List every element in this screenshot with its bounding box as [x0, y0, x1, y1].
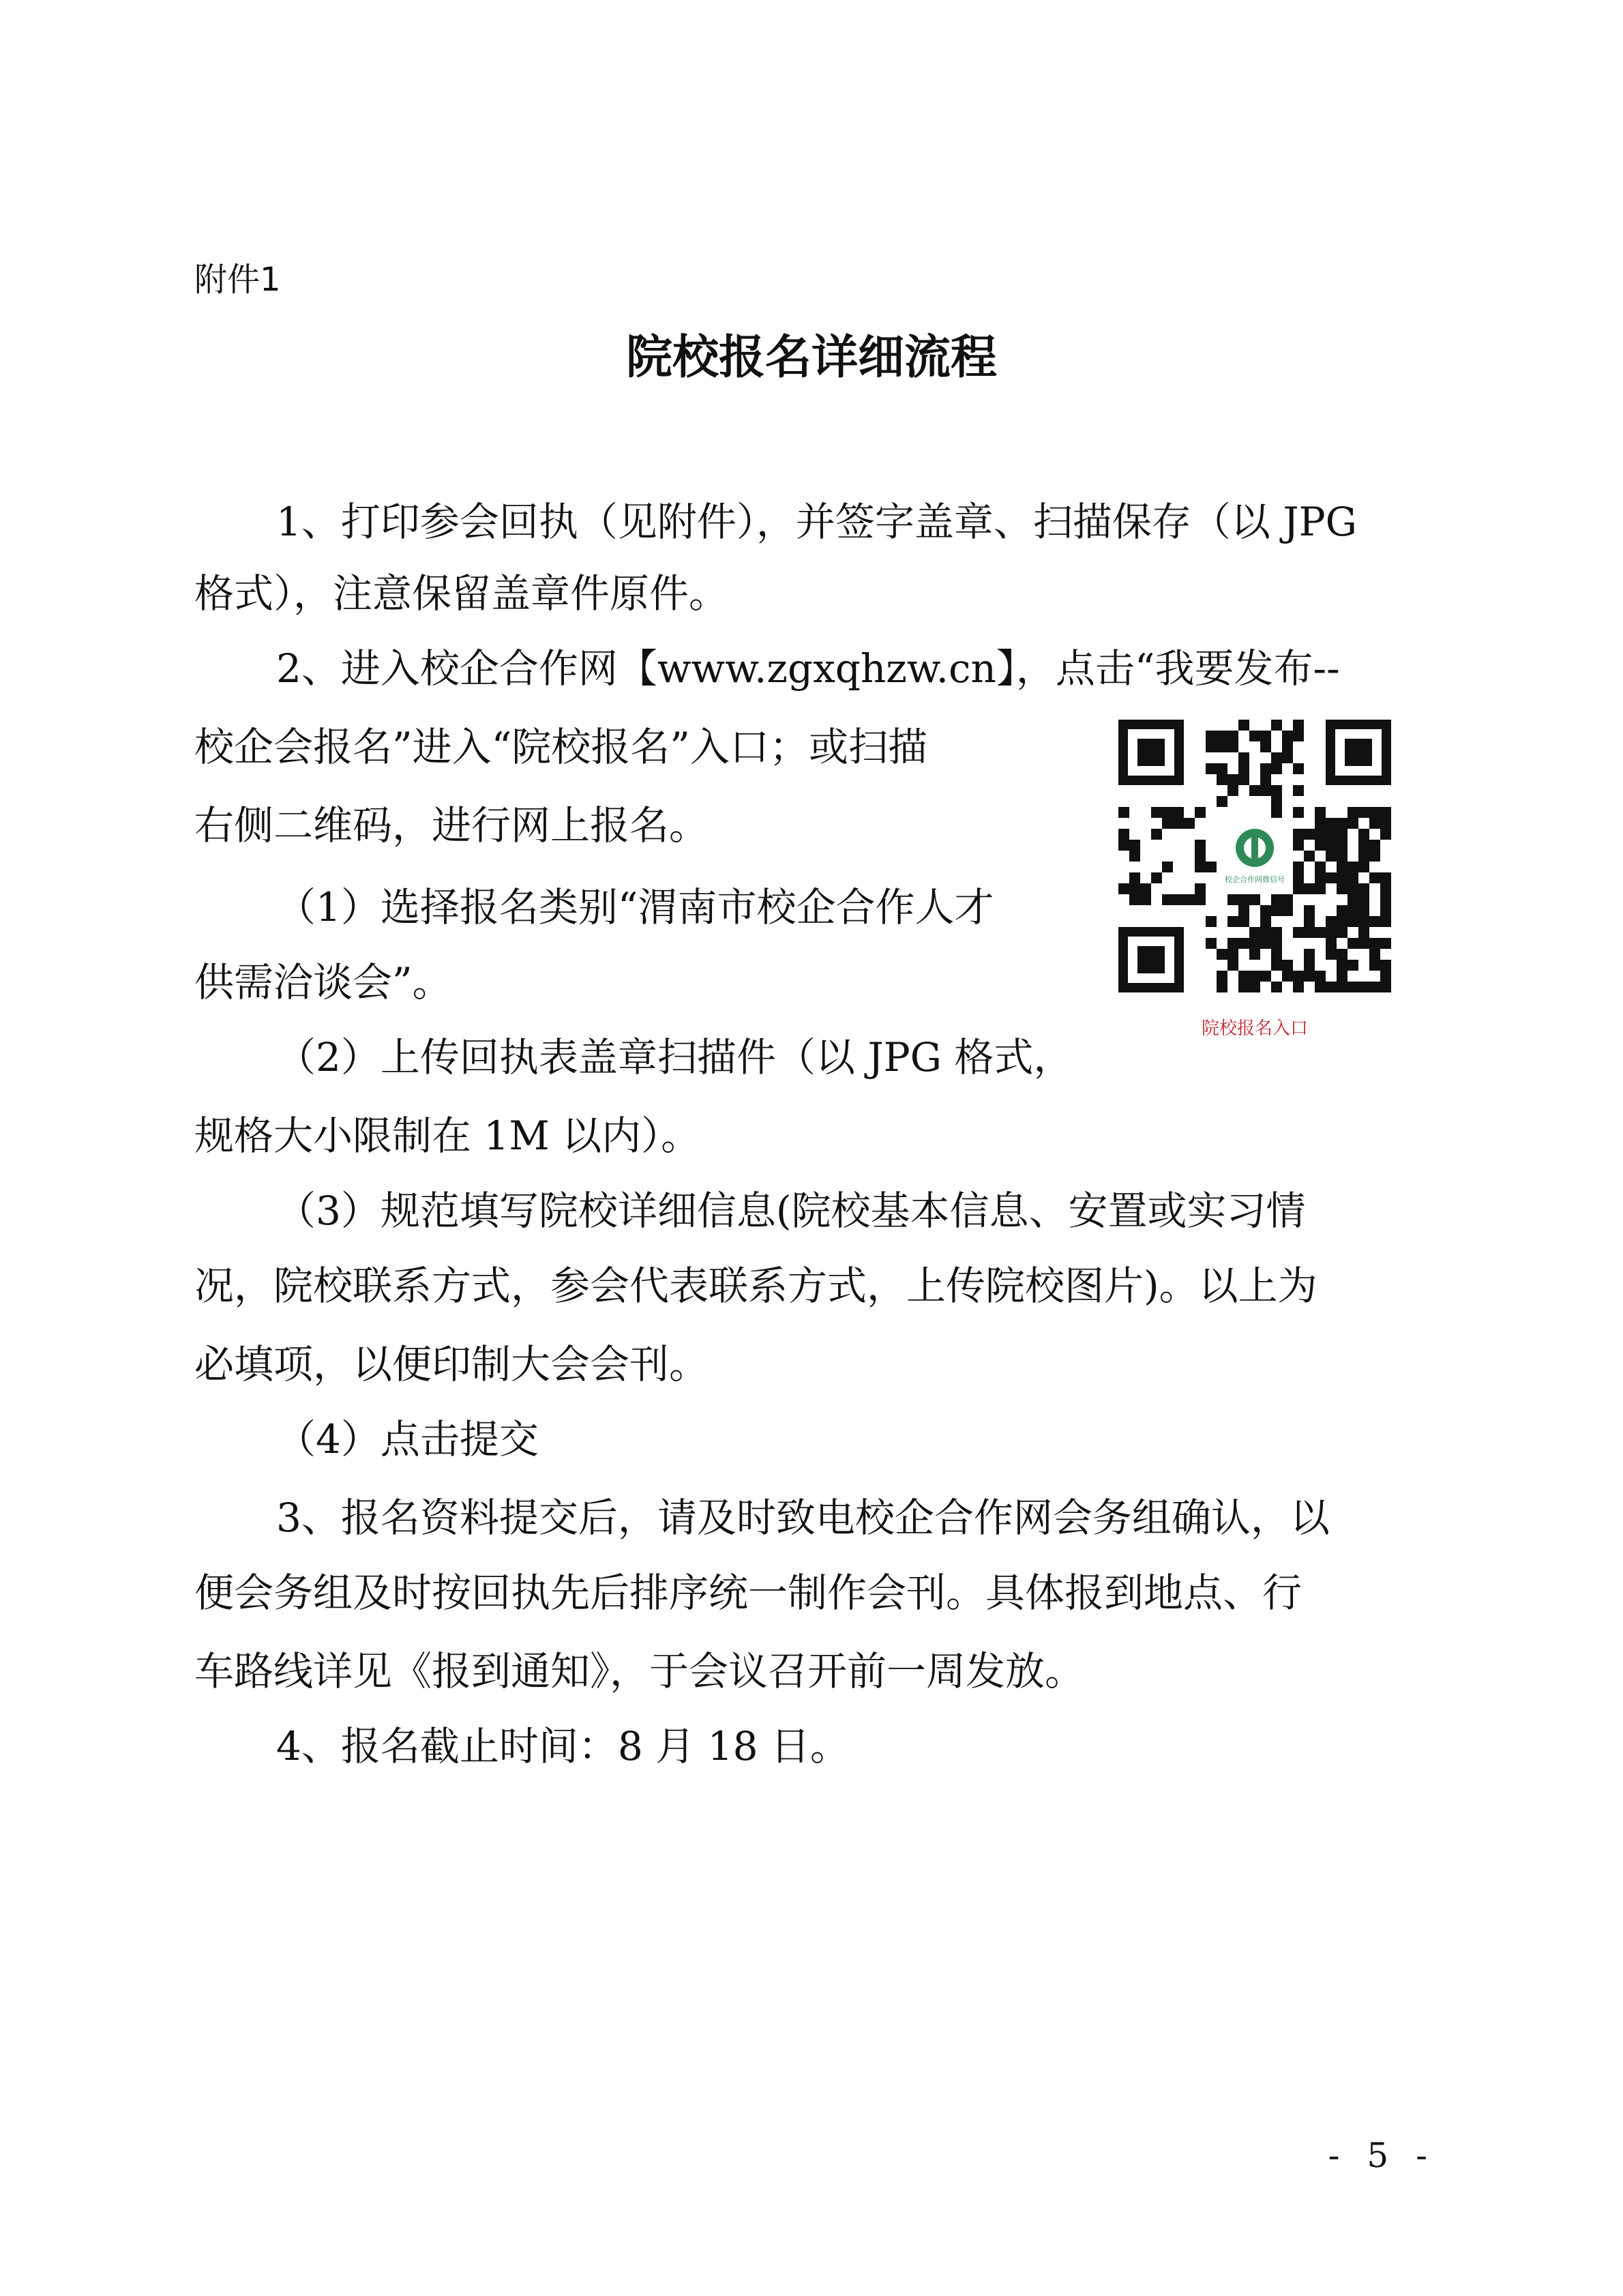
- page-title: 院校报名详细流程: [625, 331, 997, 385]
- paragraph-line: 车路线详见《报到通知》，于会议召开前一周发放。: [194, 1648, 1085, 1694]
- svg-text:校企合作网微信号: 校企合作网微信号: [1225, 875, 1285, 884]
- paragraph-line: 况，院校联系方式，参会代表联系方式，上传院校图片)。以上为: [194, 1263, 1317, 1309]
- paragraph-line: （4）点击提交: [276, 1416, 539, 1462]
- qr-caption: 院校报名入口: [1201, 1018, 1308, 1039]
- paragraph-line: 规格大小限制在 1M 以内）。: [194, 1113, 701, 1159]
- paragraph-line: 2、进入校企合作网【www.zgxqhzw.cn】，点击“我要发布--: [276, 645, 1340, 692]
- paragraph-line: 必填项，以便印制大会会刊。: [194, 1341, 709, 1387]
- paragraph-line: 校企会报名”进入“院校报名”入口；或扫描: [194, 724, 927, 770]
- qr-code-icon[interactable]: [1118, 720, 1391, 992]
- paragraph-line: （2）上传回执表盖章扫描件（以 JPG 格式，: [276, 1034, 1073, 1080]
- paragraph-line: 3、报名资料提交后，请及时致电校企合作网会务组确认，以: [276, 1495, 1330, 1541]
- paragraph-line: 1、打印参会回执（见附件），并签字盖章、扫描保存（以 JPG: [276, 499, 1357, 545]
- paragraph-line: （1）选择报名类别“渭南市校企合作人才: [276, 884, 994, 930]
- paragraph-line: 右侧二维码，进行网上报名。: [194, 802, 709, 849]
- attachment-label: 附件1: [194, 261, 281, 299]
- paragraph-line: 供需洽谈会”。: [194, 959, 452, 1005]
- paragraph-line: 格式），注意保留盖章件原件。: [194, 570, 729, 617]
- qr-logo: [1221, 822, 1289, 890]
- page-number: - 5 -: [1328, 2136, 1435, 2175]
- paragraph-line: （3）规范填写院校详细信息(院校基本信息、安置或实习情: [276, 1188, 1306, 1234]
- paragraph-line: 便会务组及时按回执先后排序统一制作会刊。具体报到地点、行: [194, 1570, 1302, 1616]
- paragraph-line: 4、报名截止时间：8 月 18 日。: [276, 1723, 850, 1769]
